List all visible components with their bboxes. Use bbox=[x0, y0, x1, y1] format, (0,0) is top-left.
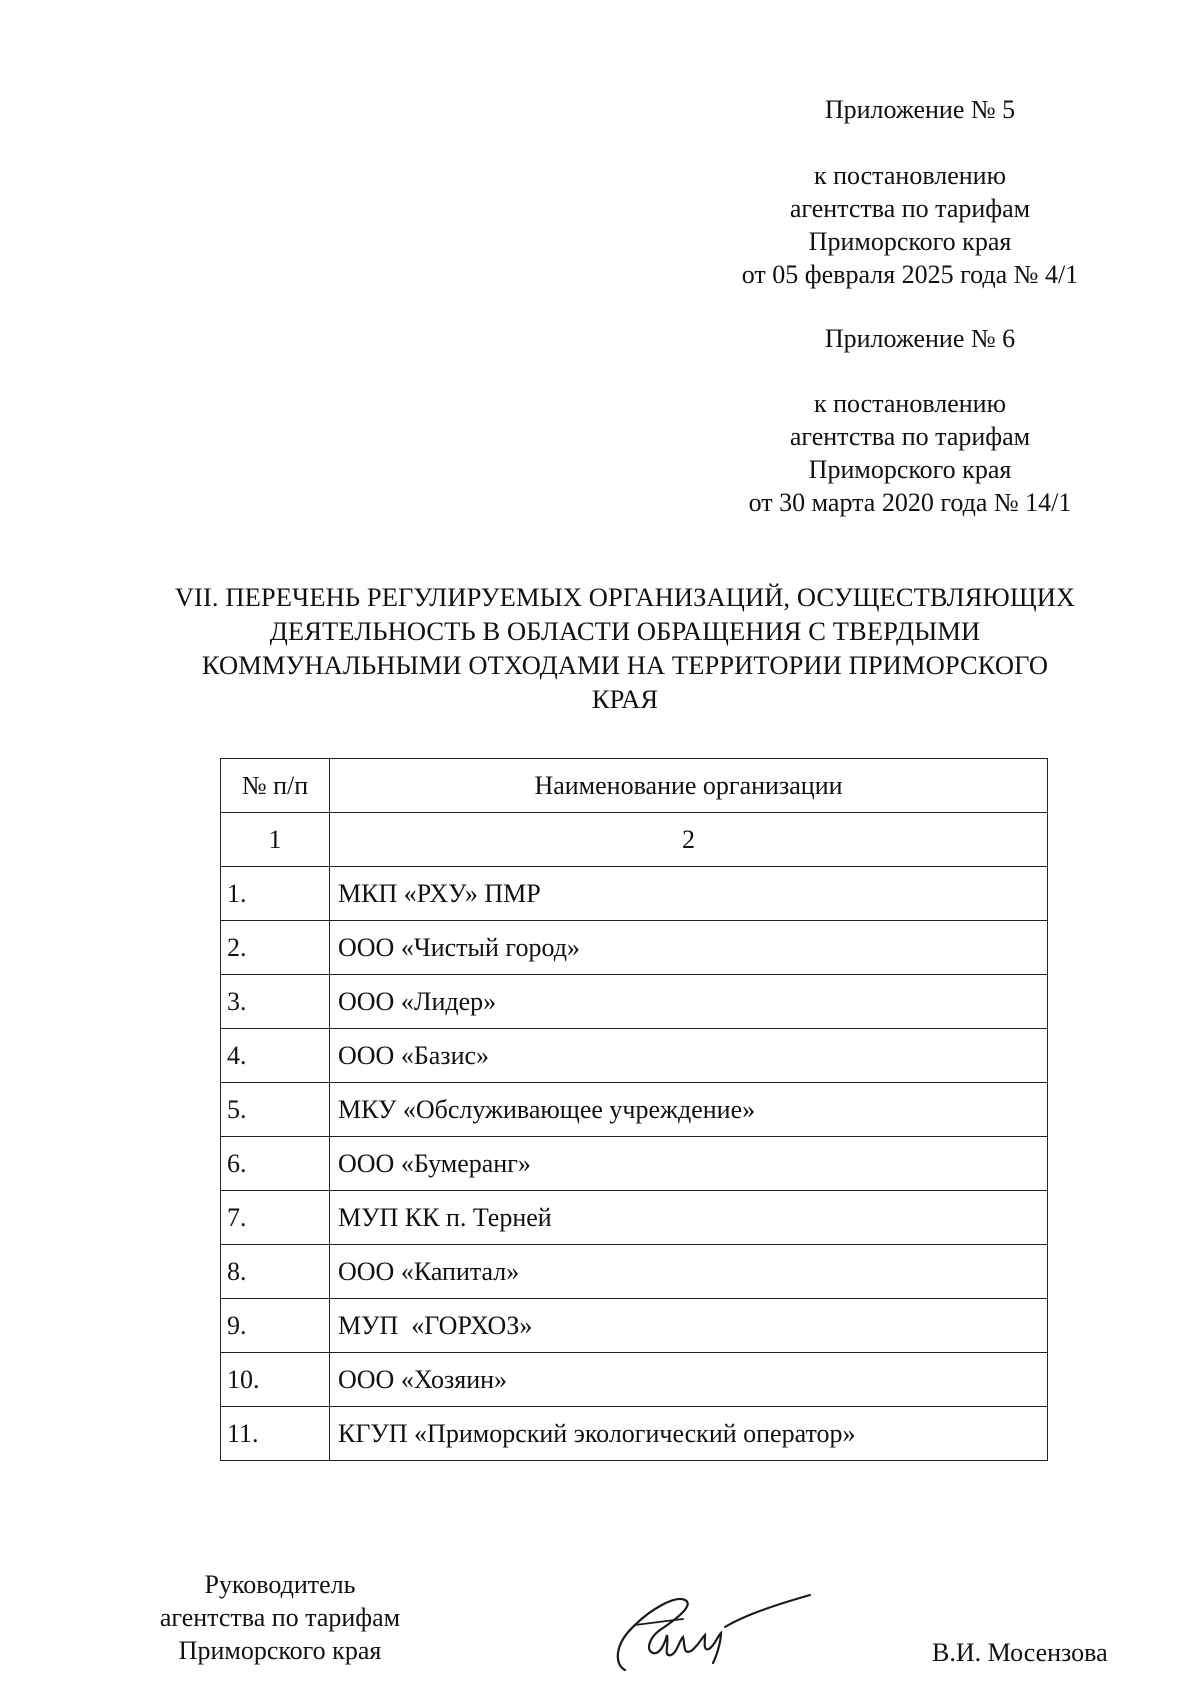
appendix-5-line: к постановлению bbox=[813, 161, 1007, 190]
signatory-position-line: Руководитель bbox=[204, 1570, 356, 1599]
row-number: 6. bbox=[221, 1137, 330, 1191]
table-row bbox=[221, 1353, 1048, 1407]
appendix-6-block bbox=[770, 322, 1070, 355]
table-row bbox=[221, 975, 1048, 1029]
organization-name: КГУП «Приморский экологический оператор» bbox=[330, 1407, 1048, 1461]
appendix-5-line: от 05 февраля 2025 года № 4/1 bbox=[741, 260, 1079, 289]
row-number: 3. bbox=[221, 975, 330, 1029]
row-number: 11. bbox=[221, 1407, 330, 1461]
organization-name: ООО «Чистый город» bbox=[330, 921, 1048, 975]
appendix-6-line: к постановлению bbox=[813, 389, 1007, 418]
signatory-position-line: агентства по тарифам bbox=[159, 1603, 401, 1632]
organization-name: МКУ «Обслуживающее учреждение» bbox=[330, 1083, 1048, 1137]
header-organization-name: Наименование организации bbox=[330, 759, 1048, 813]
table-row bbox=[221, 921, 1048, 975]
table-row bbox=[221, 1245, 1048, 1299]
document-title bbox=[130, 580, 1120, 716]
table-header-row bbox=[221, 759, 1048, 813]
appendix-6-title: Приложение № 6 bbox=[824, 324, 1016, 353]
column-numbers-row bbox=[221, 813, 1048, 867]
organization-name: ООО «Капитал» bbox=[330, 1245, 1048, 1299]
row-number: 10. bbox=[221, 1353, 330, 1407]
table-row bbox=[221, 867, 1048, 921]
appendix-6-line: Приморского края bbox=[808, 455, 1012, 484]
row-number: 9. bbox=[221, 1299, 330, 1353]
appendix-5-block bbox=[770, 93, 1070, 126]
appendix-5-reference bbox=[720, 159, 1100, 291]
organization-name: ООО «Лидер» bbox=[330, 975, 1048, 1029]
organizations-table bbox=[220, 758, 1048, 1461]
column-number: 2 bbox=[330, 813, 1048, 867]
signatory-position-line: Приморского края bbox=[178, 1636, 382, 1665]
handwritten-signature-icon bbox=[605, 1575, 815, 1680]
organization-name: ООО «Хозяин» bbox=[330, 1353, 1048, 1407]
appendix-6-reference bbox=[720, 387, 1100, 519]
table-row bbox=[221, 1407, 1048, 1461]
appendix-5-title: Приложение № 5 bbox=[824, 95, 1016, 124]
row-number: 5. bbox=[221, 1083, 330, 1137]
table-row bbox=[221, 1029, 1048, 1083]
appendix-5-line: Приморского края bbox=[808, 227, 1012, 256]
organization-name: ООО «Бумеранг» bbox=[330, 1137, 1048, 1191]
row-number: 1. bbox=[221, 867, 330, 921]
appendix-6-line: от 30 марта 2020 года № 14/1 bbox=[748, 488, 1072, 517]
document-title-line: КРАЯ bbox=[591, 684, 659, 714]
document-title-line: ДЕЯТЕЛЬНОСТЬ В ОБЛАСТИ ОБРАЩЕНИЯ С ТВЕРДЫМИ bbox=[269, 616, 981, 646]
table-row bbox=[221, 1083, 1048, 1137]
appendix-5-line: агентства по тарифам bbox=[789, 194, 1031, 223]
row-number: 7. bbox=[221, 1191, 330, 1245]
document-title-line: VII. ПЕРЕЧЕНЬ РЕГУЛИРУЕМЫХ ОРГАНИЗАЦИЙ, ОСУЩЕСТВЛЯЮЩИХ bbox=[174, 582, 1076, 612]
organization-name: ООО «Базис» bbox=[330, 1029, 1048, 1083]
signatory-name: В.И. Мосензова bbox=[932, 1638, 1108, 1667]
column-number: 1 bbox=[221, 813, 330, 867]
row-number: 4. bbox=[221, 1029, 330, 1083]
document-title-line: КОММУНАЛЬНЫМИ ОТХОДАМИ НА ТЕРРИТОРИИ ПРИМОРСКОГО bbox=[201, 650, 1049, 680]
table-row bbox=[221, 1191, 1048, 1245]
row-number: 2. bbox=[221, 921, 330, 975]
row-number: 8. bbox=[221, 1245, 330, 1299]
organization-name: МУП КК п. Терней bbox=[330, 1191, 1048, 1245]
organization-name: МУП «ГОРХОЗ» bbox=[330, 1299, 1048, 1353]
signatory-position bbox=[120, 1568, 440, 1667]
table-row bbox=[221, 1299, 1048, 1353]
appendix-6-line: агентства по тарифам bbox=[789, 422, 1031, 451]
organization-name: МКП «РХУ» ПМР bbox=[330, 867, 1048, 921]
table-row bbox=[221, 1137, 1048, 1191]
header-number: № п/п bbox=[221, 759, 330, 813]
